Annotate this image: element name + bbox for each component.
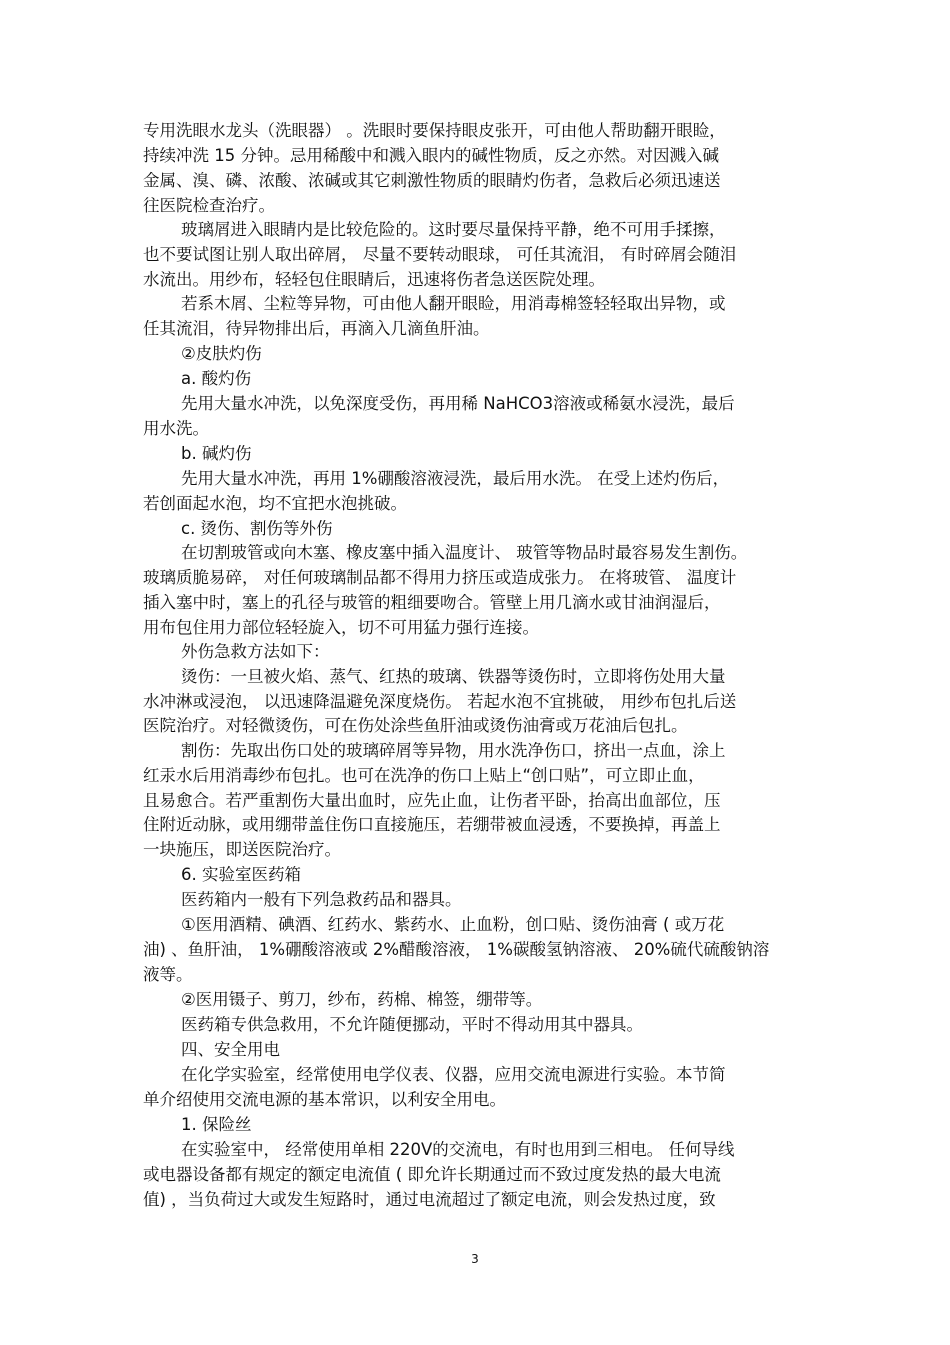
text-line: 红汞水后用消毒纱布包扎。也可在洗净的伤口上贴上“创口贴”，可立即止血，: [143, 766, 705, 785]
text-line: 在化学实验室，经常使用电学仪表、仪器，应用交流电源进行实验。本节简: [181, 1065, 726, 1084]
text-line: 若系木屑、尘粒等异物，可由他人翻开眼睑，用消毒棉签轻轻取出异物，或: [181, 294, 726, 313]
text-line: 任其流泪，待异物排出后，再滴入几滴鱼肝油。: [143, 319, 490, 338]
text-line: 在切割玻管或向木塞、橡皮塞中插入温度计、 玻管等物品时最容易发生割伤。: [181, 543, 748, 562]
text-line: 单介绍使用交流电源的基本常识，以利安全用电。: [143, 1090, 506, 1109]
text-line: 医药箱内一般有下列急救药品和器具。: [181, 890, 462, 909]
text-line: 割伤：先取出伤口处的玻璃碎屑等异物，用水洗净伤口，挤出一点血，涂上: [181, 741, 726, 760]
text-line: 插入塞中时，塞上的孔径与玻管的粗细要吻合。管壁上用几滴水或甘油润湿后，: [143, 593, 721, 612]
text-line: 外伤急救方法如下：: [181, 642, 330, 661]
section-heading: 1. 保险丝: [181, 1115, 252, 1134]
text-line: 值) ，当负荷过大或发生短路时，通过电流超过了额定电流，则会发热过度，致: [143, 1190, 716, 1209]
page-number: 3: [471, 1252, 479, 1266]
text-line: 医院治疗。对轻微烫伤，可在伤处涂些鱼肝油或烫伤油膏或万花油后包扎。: [143, 716, 688, 735]
text-line: 烫伤：一旦被火焰、蒸气、红热的玻璃、铁器等烫伤时，立即将伤处用大量: [181, 667, 726, 686]
text-line: 持续冲洗 15 分钟。忌用稀酸中和溅入眼内的碱性物质，反之亦然。对因溅入碱: [143, 146, 719, 165]
text-line: 或电器设备都有规定的额定电流值 ( 即允许长期通过而不致过度发热的最大电流: [143, 1165, 721, 1184]
section-heading: 6. 实验室医药箱: [181, 865, 301, 884]
section-heading: ②皮肤灼伤: [181, 344, 262, 363]
text-line: 水冲淋或浸泡， 以迅速降温避免深度烧伤。 若起水泡不宜挑破， 用纱布包扎后送: [143, 692, 737, 711]
text-line: 水流出。用纱布，轻轻包住眼睛后，迅速将伤者急送医院处理。: [143, 270, 605, 289]
text-line: ②医用镊子、剪刀，纱布，药棉、棉签，绷带等。: [181, 990, 543, 1009]
text-line: 用布包住用力部位轻轻旋入，切不可用猛力强行连接。: [143, 618, 539, 637]
section-heading: c. 烫伤、割伤等外伤: [181, 519, 333, 538]
text-line: 也不要试图让别人取出碎屑， 尽量不要转动眼球， 可任其流泪， 有时碎屑会随泪: [143, 245, 737, 264]
section-heading: 四、安全用电: [181, 1040, 280, 1059]
text-line: 先用大量水冲洗，以免深度受伤，再用稀 NaHCO3溶液或稀氨水浸洗，最后: [181, 394, 735, 413]
text-line: 用水洗。: [143, 419, 209, 438]
text-line: 一块施压，即送医院治疗。: [143, 840, 341, 859]
section-heading: a. 酸灼伤: [181, 369, 252, 388]
text-line: 金属、溴、磷、浓酸、浓碱或其它刺激性物质的眼睛灼伤者，急救后必须迅速送: [143, 171, 721, 190]
text-line: 在实验室中， 经常使用单相 220V的交流电，有时也用到三相电。 任何导线: [181, 1140, 735, 1159]
text-line: 医药箱专供急救用，不允许随便挪动，平时不得动用其中器具。: [181, 1015, 643, 1034]
text-line: 玻璃屑进入眼睛内是比较危险的。这时要尽量保持平静，绝不可用手揉擦，: [181, 220, 726, 239]
text-line: 玻璃质脆易碎， 对任何玻璃制品都不得用力挤压或造成张力。 在将玻管、 温度计: [143, 568, 737, 587]
text-line: 往医院检查治疗。: [143, 196, 275, 215]
text-line: 专用洗眼水龙头（洗眼器） 。洗眼时要保持眼皮张开，可由他人帮助翻开眼睑，: [143, 121, 726, 140]
text-line: ①医用酒精、碘酒、红药水、紫药水、止血粉，创口贴、烫伤油膏 ( 或万花: [181, 915, 725, 934]
section-heading: b. 碱灼伤: [181, 444, 252, 463]
text-line: 若创面起水泡，均不宜把水泡挑破。: [143, 494, 407, 513]
text-line: 液等。: [143, 965, 193, 984]
text-line: 且易愈合。若严重割伤大量出血时，应先止血，让伤者平卧，抬高出血部位，压: [143, 791, 721, 810]
text-line: 住附近动脉，或用绷带盖住伤口直接施压，若绷带被血浸透，不要换掉，再盖上: [143, 815, 721, 834]
text-line: 油) 、鱼肝油， 1%硼酸溶液或 2%醋酸溶液， 1%碳酸氢钠溶液、 20%硫代硫酸钠溶: [143, 940, 770, 959]
text-line: 先用大量水冲洗，再用 1%硼酸溶液浸洗，最后用水洗。 在受上述灼伤后，: [181, 469, 730, 488]
